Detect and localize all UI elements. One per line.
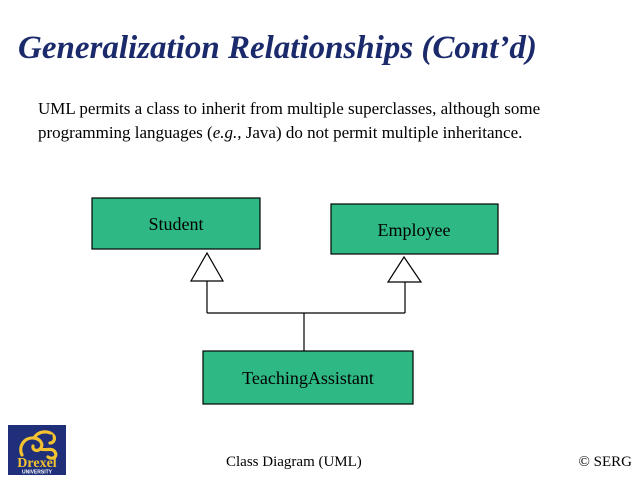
svg-text:Drexel: Drexel (17, 456, 57, 471)
intro-part1: UML permits a class to inherit from multiple superclasses, although some programming languages ( (38, 99, 541, 142)
footer-caption: Class Diagram (UML) (226, 454, 362, 470)
svg-text:UNIVERSITY: UNIVERSITY (21, 469, 53, 475)
class-teaching-assistant-label: TeachingAssistant (242, 368, 374, 388)
slide-title: Generalization Relationships (Cont’d) (18, 30, 537, 66)
footer-copyright: © SERG (578, 454, 632, 470)
class-teaching-assistant[interactable] (203, 351, 413, 404)
generalization-connectors (207, 281, 405, 351)
class-employee-label: Employee (377, 220, 451, 240)
intro-eg: e.g., (212, 123, 242, 142)
employee-generalization-arrowhead (388, 257, 421, 282)
drexel-university-logo (8, 425, 66, 475)
drexel-dragon-logo-icon (8, 425, 66, 475)
class-employee[interactable] (331, 204, 498, 254)
student-generalization-arrowhead (191, 253, 223, 281)
class-student[interactable] (92, 198, 260, 249)
intro-part2: Java) do not permit multiple inheritance. (241, 123, 523, 142)
class-student-label: Student (148, 214, 204, 234)
